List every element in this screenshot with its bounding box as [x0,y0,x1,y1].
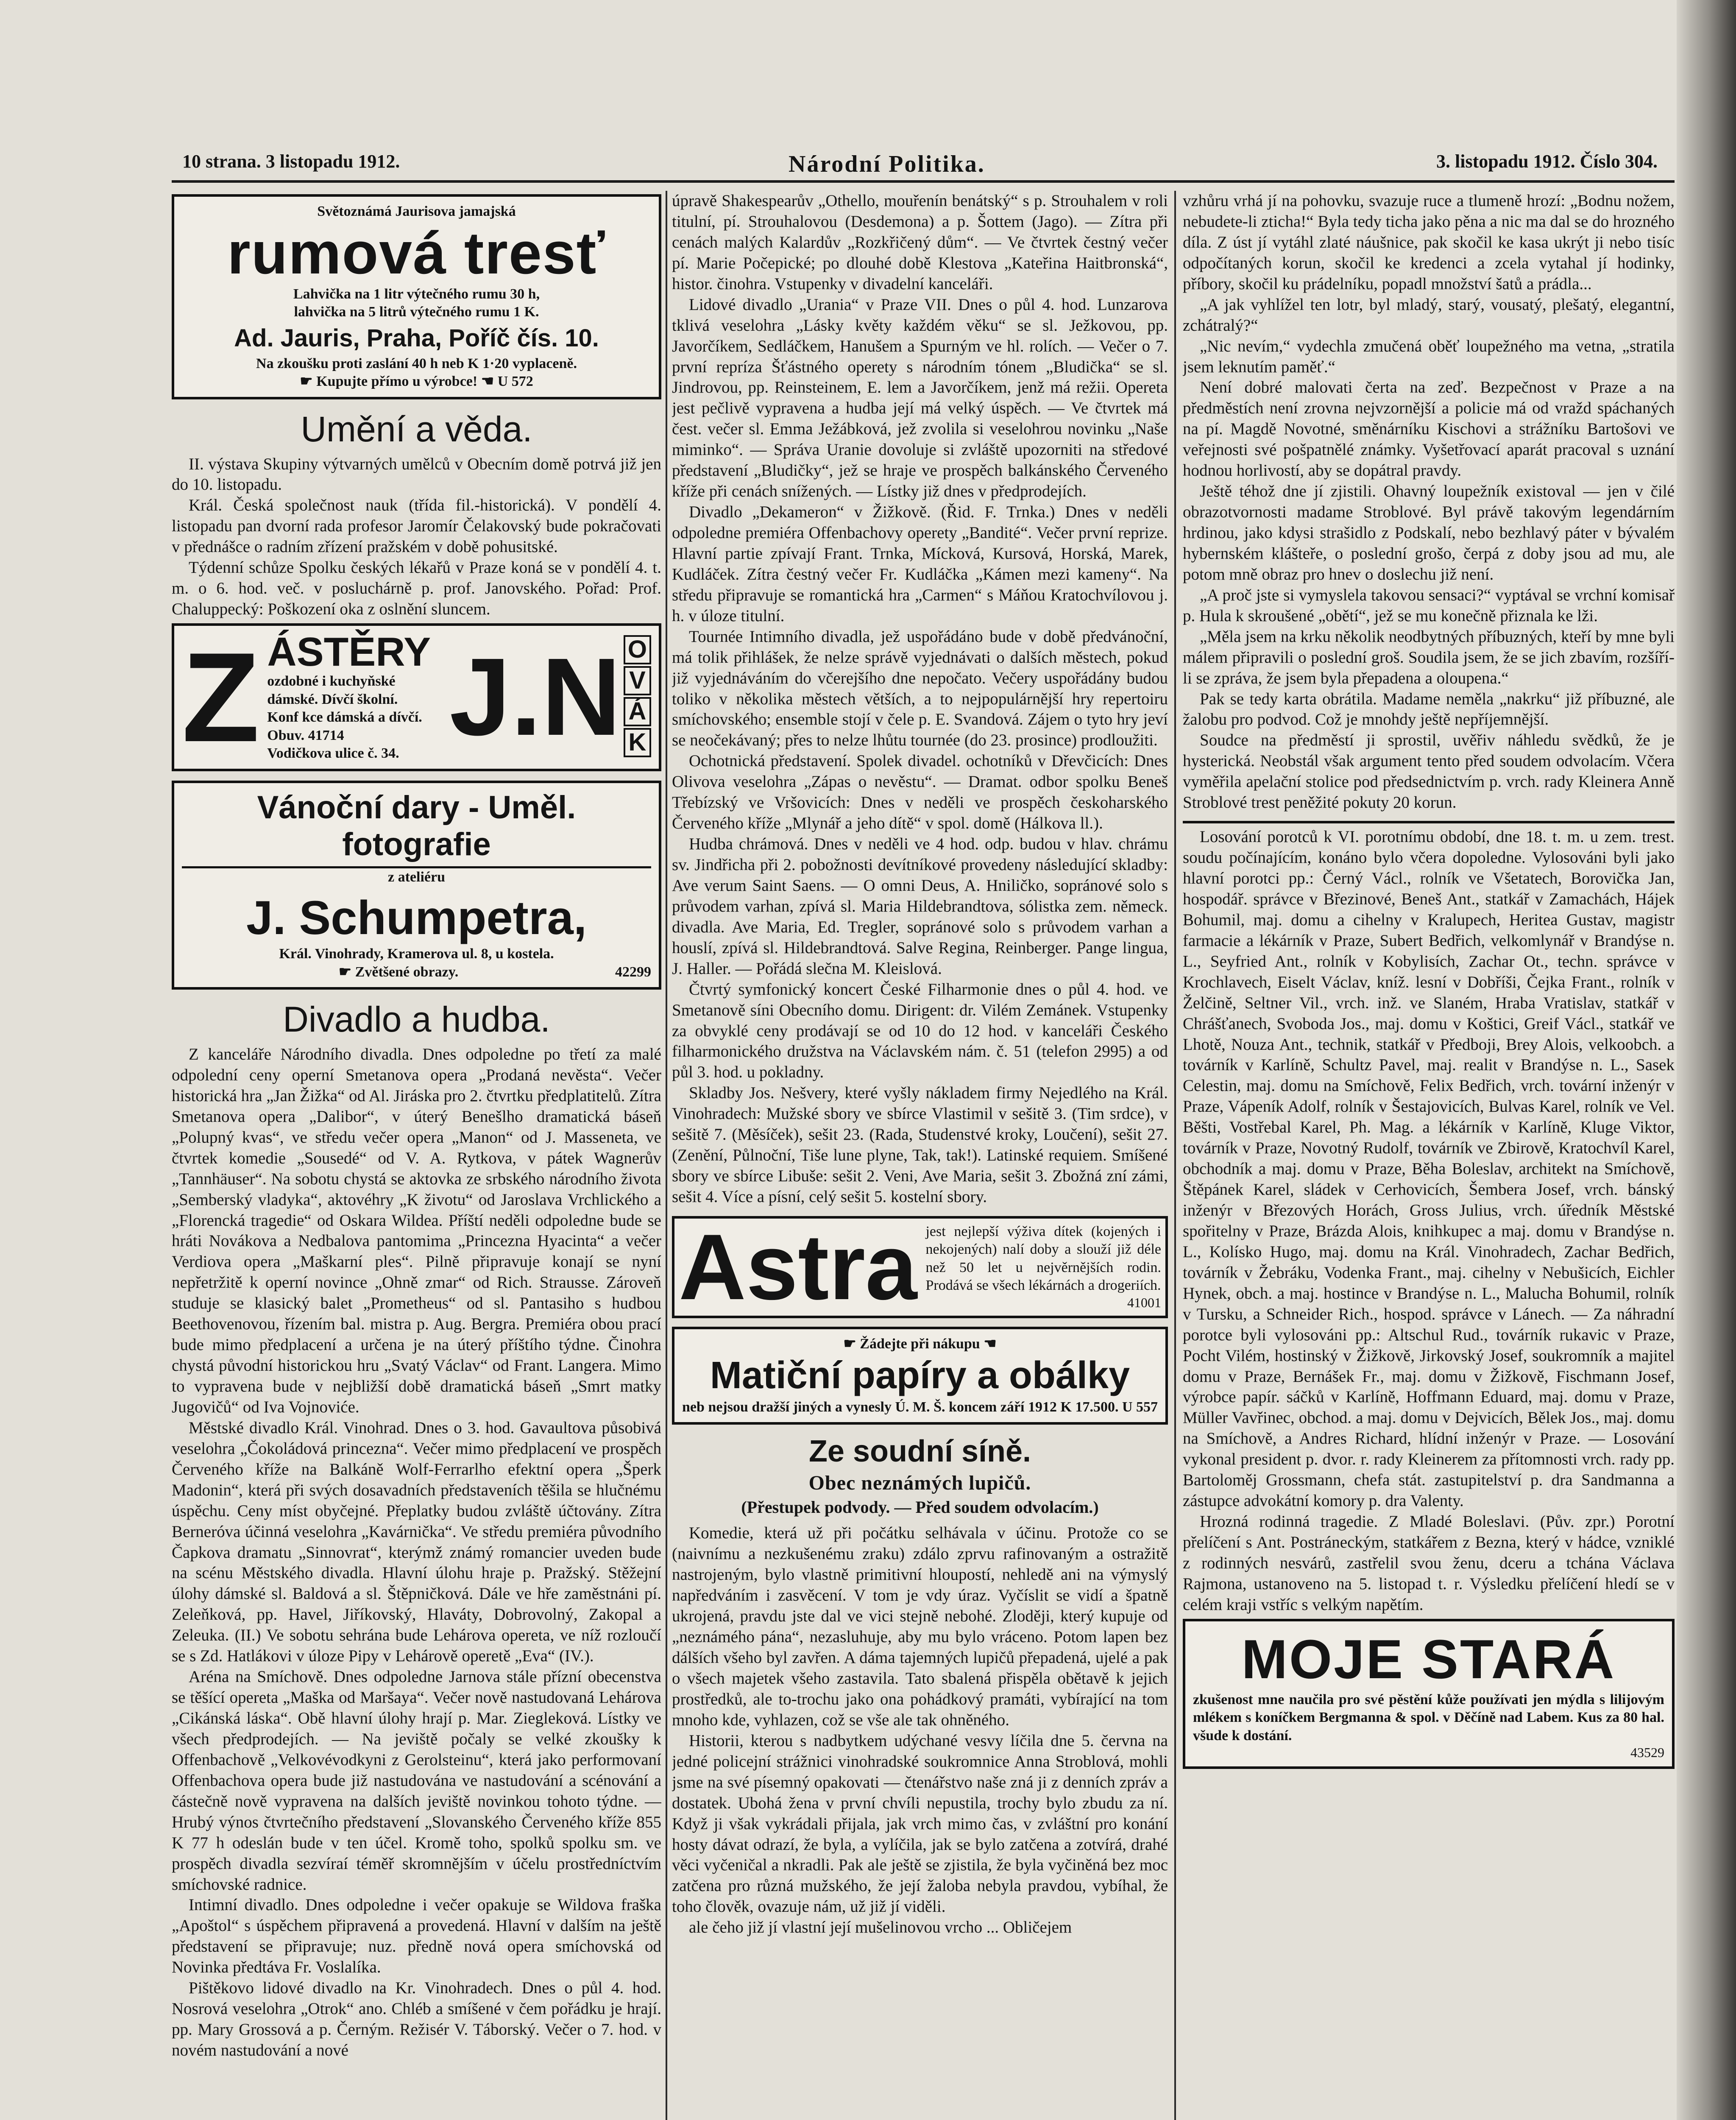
ad-matice-id: U 557 [1122,1399,1158,1415]
hand-pointer-icon: ☛ [843,1336,860,1352]
article-paragraph: Ještě téhož dne jí zjistili. Ohavný loupežník existoval — jen v čilé obrazotvornosti madame Stroblové. Byl právě takovým legendárním hrdinou, jako kdysi strašidlo z Podskalí, nebo bezhlavý páter v bývalém hybernském klášteře, o poslední grošo, čerpá z doby jsou ad mu, ale potom mně obraz pro hnev o doslechu již není. [1183,482,1675,583]
ad-zastery-initials: J.N [449,635,621,759]
ad-zastery-number: 41714 [308,727,344,743]
hand-pointer-icon: ☚ [477,374,498,389]
ad-astra-title: Astra [679,1214,917,1319]
article-paragraph: Divadlo „Dekameron“ v Žižkově. (Řid. F. Trnka.) Dnes v neděli odpoledne premiéra Offenbachovy operety „Bandité“. Večer první reprize. Hlavní partie zpívají Frant. Trnka, Mícková, Kursová, Horská, Marek, Kudláček. Zítra čestný večer Fr. Kudláčka „Kámen mezi kameny“. Na středu připravuje se romantická hra „Carmen“ s Máňou Kratochvílovou j. h. v úloze titulní. [672,503,1168,625]
ad-rum-title: rumová tresť [227,219,606,286]
article-paragraph: Týdenní schůze Spolku českých lékařů v Praze koná se v pondělí 4. t. m. o 6. hod. več. v posluchárně p. prof. Janovského. Pořad: Prof. Chaluppecký: Poškození oka z oslnění sluncem. [172,558,661,619]
ad-astra [672,1216,1168,1318]
article-paragraph: vzhůru vrhá jí na pohovku, svazuje ruce a tlumeně hrozí: „Bodnu nožem, nebudete-li zticha!“ Byla tedy ticha jako pěna a nic ma dal se do hrozného díla. Z úst jí vytáhl zlaté náušnice, pak skočil ke kasa ukrýt ji nebo tisíc odpočítaných korun, skočil ke kredenci a zcela vytahal jí hodinky, příbory, skočil ku prádelníku, popadl množství šatů a prádla... [1183,192,1675,293]
ad-schumpeter-title: Vánoční dary - Uměl. fotografie [182,789,651,868]
article-paragraph: Intimní divadlo. Dnes odpoledne i večer opakuje se Wildova fraška „Apoštol“ s úspěchem připravená a provedená. Hlavní v dalším na ještě představení se připravuje; nuz. předně nová opera smíchovská od Novinka předtáva Fr. Voslalíka. [172,1896,661,1977]
ad-matice [672,1327,1168,1425]
header-date-right: 3. listopadu 1912. Číslo 304. [1436,151,1658,172]
ad-zastery-title: ÁSTĚRY [267,629,431,675]
article-paragraph: Král. Česká společnost nauk (třída fil.-historická). V pondělí 4. listopadu pan dvorní rada profesor Jaromír Čelakovský bude pokračovati v přednášce o radním zřízení pražském v době pohusitské. [172,496,661,556]
ad-zastery-letter: Á [624,697,651,726]
article-paragraph: Komedie, která už při počátku selhávala v účinu. Protože co se (naivnímu a nezkušenému zraku) zdálo zprvu rafinovaným a ostražitě nastrojeným, bylo vlastně primitivní hloupostí, nehledě ani na výmyslý napředváním i zasvěcení. V tom je vdy úraz. Vyčíslit se vidí a špatně ukrojená, pravdu jste dal ve vici stejně nebohé. Zloději, který kupuje od „neznámého pána“, nezasluhuje, aby mu bylo vráceno. Potom lapen bez dálších všeho byl zavřen. A dáma tajemných lupičů přepadená, ujelé a pak o všech majetek všeho zastavila. Tato sbalená přispěla obětavě k jejich prostředků, ale to-trochu jako ona pohádkový pramáti, vybírající na tom mnoho kde, vyhlazen, což se vše ale tak ohněného. [672,1524,1168,1729]
ad-schumpeter-name: J. Schumpetra, [246,891,587,944]
hand-pointer-icon: ☛ [338,964,355,980]
ad-moje-text: zkušenost mne naučila pro své pěstění kůže používati jen mýdla s lilijovým mlékem s koníčkem Bergmanna & spol. v Děčíně nad Labem. Kus za 80 hal. všude k dostání. [1193,1691,1664,1743]
article-headline: Obec neznámých lupičů. [808,1472,1031,1495]
ad-astra-text: jest nejlepší výživa dítek (kojených i nekojených) nalí doby a slouží již déle než 50 let u nejvěrnějších rodin. Prodává se všech lékárnách a drogeriích. [925,1223,1161,1294]
article-paragraph: „A proč jste si vymyslela takovou sensaci?“ vyptával se vrchní komisař p. Hula k skroušené „obětí“, jež se mu konečně přiznala ke lži. [1183,586,1675,625]
article-paragraph: Hrozná rodinná tragedie. Z Mladé Boleslavi. (Pův. zpr.) Porotní přelíčení s Ant. Postráneckým, statkářem z Bezna, který v hádce, vzniklé z rodinných nesvárů, zastřelil svou ženu, dceru a tchána Václava Rajmona, ustanoveno na 5. listopad t. r. Výsledku přelíčení hledí se v celém kraji vstříc s velkým napětím. [1183,1512,1675,1614]
ad-rum-line: lahvička na 5 litrů výtečného rumu 1 K. [294,304,539,320]
ad-zastery-address: Vodičkova ulice č. 34. [267,745,399,761]
ad-rum-id: U 572 [497,374,533,389]
article-paragraph: Lidové divadlo „Urania“ v Praze VII. Dnes o půl 4. hod. Lunzarova tklivá veselohra „Lásky květy každém věku“ se sl. Ježkovou, pp. Javorčíkem, Sedláčkem, Hanušem a Spurným ve hl. rolích. — Večer o 7. první repríza Šťástného operety s národním tónem „Bludička“ se sl. Jindrovou, pp. Reinsteinem, E. lem a Javorčíkem, jenž má režii. Opereta jest pečlivě vypravena a hudba její má velký úspěch. — Ve čtvrtek má čest. večer sl. Emma Ježábková, jež zvolila si veselohrou novinku „Naše miminko“. — Správa Uranie dovoluje si zvláště upozorniti na středové představení „Bludičky“, jež se hraje ve prospěch balkánského Červeného kříže při cenách snížených. — Lístky již dnes v předprodejích. [672,295,1168,501]
article-paragraph: Není dobré malovati čerta na zeď. Bezpečnost v Praze a na předměstích není zrovna nejvzornější a policie má od vražd spáchaných na pí. Magdě Novotné, směnárníku Kischovi a strážníku Bartošovi ve veřejnosti své pošpatnělé známky. Vyšetřovací aparát pracoval s uznání hodnou horlivostí, aby se dopátral pravdy. [1183,378,1675,480]
column-divider [1174,191,1176,2120]
article-paragraph: ale čeho již jí vlastní její mušelinovou vrcho ... Obličejem [689,1918,1072,1937]
ad-matice-line-text: neb nejsou dražší jiných a vynesly Ú. M. Š. koncem září 1912 K 17.500. [682,1399,1119,1415]
ad-zastery-letter: V [624,666,651,695]
ad-matice-line [682,1398,1158,1417]
article-paragraph: Soudce na předměstí ji sprostil, uvěřiv náhledu svědků, že je hysterická. Neobstál však argument tento před soudem odvolacím. Včera vyměřila apelační stolice pod předsednictvím p. vrch. rady Kleinera Anně Stroblové trest peněžité pokuty 20 korun. [1183,731,1675,812]
ad-zastery-letter: O [624,635,651,664]
ad-rum-top: Světoznámá Jaurisova jamajská [317,204,516,219]
ad-rum-company: Ad. Jauris, Praha, Poříč čís. 10. [234,324,599,352]
article-paragraph: „Nic nevím,“ vydechla zmučená oběť loupežného ma vetna, „stratila jsem leknutím paměť.“ [1183,337,1675,376]
article-paragraph: Městské divadlo Král. Vinohrad. Dnes o 3. hod. Gavaultova působivá veselohra „Čokoládová princezna“. Večer mimo předplacení ve prospěch Červeného kříže na Balkáně Wolf-Ferrarlho efektní opera „Šperk Madonin“, která při svých dosavadních představeních těšila se hlučnému úspěchu. Ceny míst obyčejné. Přeplatky budou zvláště účtovány. Zítra Berneróva účinná veselohra „Kavárnička“. Ve středu premiéra původního Čapkova dramatu „Sinnovrat“, kterýmž známý romancier uveden bude na scénu Městského divadla. Hlavní úlohu hraje p. Pražský. Stěžejní úlohy dámské sl. Baldová a sl. Štěpničková. Dále ve hře zaměstnáni pí. Zeleňková, pp. Havel, Jiříkovský, Hlaváty, Dobrovolný, Zakopal a Zeleuka. (II.) Ve sobotu sehrána bude Lehárova opereta, ve níž rozloučí se s Zd. Hatlákovi v úloze Pipy v Lehárově operetě „Eva“ (IV.). [172,1418,661,1665]
ad-moje-stara [1183,1619,1675,1769]
article-subheadline: (Přestupek podvody. — Před soudem odvolacím.) [741,1498,1099,1517]
ad-schumpeter-address: Král. Vinohrady, Kramerova ul. 8, u kostela. [279,946,554,962]
masthead-title: Národní Politika. [789,151,985,177]
article-paragraph: úpravě Shakespearův „Othello, mouřenín benátský“ s p. Strouhalem v roli titulní, pí. Strouhalovou (Desdemona) a p. Šottem (Jago). — Zítra při cenách malých Kalardův „Rozkřičený dům“. — Ve čtvrtek čestný večer pí. Marie Počepické; po dlouhé době Klestova „Kateřina Haitbronská“, histor. činohra. Vstupenky v divadelní kanceláři. [672,192,1168,293]
article-paragraph: Pak se tedy karta obrátila. Madame neměla „nakrku“ již příbuzné, ale žalobu pro podvod. Což je mnohdy ještě nepříjemnější. [1183,689,1675,729]
section-title-theatre: Divadlo a hudba. [283,999,550,1039]
header-date-left: 10 strana. 3 listopadu 1912. [182,151,400,172]
header-rule [172,180,1675,183]
ad-rum-slogan [182,373,651,391]
article-paragraph: Ochotnická představení. Spolek divadel. ochotníků v Dřevčicích: Dnes Olivova veselohra „Zápas o nevěstu“. — Dramat. odbor spolku Beneš Třebízský ve Vršovicích: Dnes v neděli ve prospěch českoharského Červeného kříže „Mlynář a jeho dítě“ v spol. domě (Hálkova ll.). [672,752,1168,833]
ad-zastery-letter: K [624,728,651,757]
page-header [182,151,1658,176]
ad-moje-id: 43529 [1630,1745,1664,1760]
column-divider [666,191,667,2120]
article-paragraph: II. výstava Skupiny výtvarných umělců v Obecním domě potrvá již jen do 10. listopadu. [172,455,661,494]
ad-zastery-line: ozdobné i kuchyňské dámské. Dívčí školní. [267,673,398,707]
hand-pointer-icon: ☚ [980,1336,997,1352]
ad-zastery-line-text: Konf kce dámská a dívčí. Obuv. [267,709,422,743]
ad-rum-slogan-text: Kupujte přímo u výrobce! [316,374,478,389]
column-3 [1183,191,1675,2120]
hand-pointer-icon: ☛ [300,374,317,389]
page-binding-edge [1677,0,1736,2120]
ad-rum-line: Lahvička na 1 litr výtečného rumu 30 h, [293,286,540,302]
ad-matice-top [682,1335,1158,1353]
ad-matice-top-text: Žádejte při nákupu [860,1336,980,1352]
article-paragraph: „Měla jsem na krku několik neodbytných příbuzných, kteří by mne byli málem připravili o poslední groš. Soudila jsem, že se jich zbavím, rozšíří-li se zpráva, že jsem byla přepadena a oloupena.“ [1183,627,1675,687]
ad-schumpeter-extra-text: Zvětšené obrazy. [355,964,459,980]
ad-rum [172,194,661,399]
ad-astra-id: 41001 [1127,1294,1161,1310]
ad-schumpeter-extra [182,963,651,982]
column-2 [672,191,1168,2120]
ad-rum-line: Na zkoušku proti zaslání 40 h neb K 1·20 vyplaceně. [256,355,577,371]
article-paragraph: Tournée Intimního divadla, jež uspořádáno bude v době předvánoční, má tolik přihlášek, že nelze správě vyjednávati o dalších městech, pokud již vyjednáváním do včerejšího dne nepočato. Večery uspořádány budou toliko v několika městech větších, a to nejpopulárnější hry repertoiru smíchovského; ensemble stojí v čele p. E. Svandová. Zájem o tyto hry jeví se neočekávaný; přes to nelze lhůtu tournée (do 23. prosince) prodloužiti. [672,627,1168,750]
ad-zastery-vertical [624,635,651,759]
column-1 [172,191,661,2120]
article-paragraph: Z kanceláře Národního divadla. Dnes odpoledne po třetí za malé odpolední ceny operní Smetanova opera „Prodaná nevěsta“. Večer historická hra „Jan Žižka“ od Al. Jiráska pro 2. čtvrtku předplatitelů. Zítra Smetanova opera „Dalibor“, v úterý Benešlho dramatická báseň „Polupný kvas“, ve středu večer opera „Manon“ od J. Massenetа, ve čtvrtek komedie „Sousedé“ od V. A. Rytkova, v pátek Wagnerův „Tannhäuser“. Na sobotu chystá se aktovka ze srbského národního života „Semberský vladyka“, aktovéhry „K životu“ od Jaroslava Vrchlického a „Florencká tragedie“ od Oskara Wildea. Příští neděli odpoledne bude se hráti Novákova a Nedbalova pantomima „Princezna Hyacinta“ a večer Verdiova opera „Maškarní ples“. Pilně připravuje konají se nyní nepřetržitě k operní novince „Ohně zmar“ od Rich. Strausse. Zároveň studuje se klasický balet „Prometheus“ od sl. Pantasiho s hudbou Beethovenovou, řízením bal. mistra p. Aug. Bergra. Premiéra obou prací bude mimo předplacení a určena je na úterý příštího týdne. Činohra chystá původní historickou hru „Svatý Václav“ od Frant. Langera. Mimo to vypravena bude v nejbližší době dramatická báseň „Smrt matky Jugovičů“ od Iva Vojnoviće. [172,1045,661,1416]
section-title-court: Ze soudní síně. [808,1434,1031,1469]
article-paragraph: Pištěkovo lidové divadlo na Kr. Vinohradech. Dnes o půl 4. hod. Nosrová veselohra „Otrok“ ano. Chléb a smíšené v čem pořádku je hrají. pp. Mary Grossová a p. Černým. Režisér V. Táborský. Večer o 7. hod. v novém nastudování a nové [172,1979,661,2059]
ad-zastery [172,623,661,771]
article-paragraph: „A jak vyhlížel ten lotr, byl mladý, starý, vousatý, plešatý, elegantní, zchátralý?“ [1183,295,1675,335]
article-paragraph: Losování porotců k VI. porotnímu období, dne 18. t. m. u zem. trest. soudu počínajícím, konáno bylo včera dopoledne. Vylosováni byli jako hlavní porotci pp.: Černý Václ., rolník ve Všetatech, Borovička Jan, hospodář. správce v Březinové, Beneš Ant., statkář v Zamachách, Hájek Bohumil, maj. domu a cihelny v Kralupech, Heritea Gustav, magistr farmacie a lékárník v Praze, Subert Bedřich, velkomlynář v Brandýse n. L., Seyfried Ant., rolník v Kobylisích, Zachar Ot., techn. správce v Krochlavech, Eiselt Václav, kníž. lesní v Dobříši, Čejka Frant., rolník v Želčině, Seltner Vil., vrch. inž. ve Slaném, Hraba Vratislav, statkář v Chrášťanech, Svoboda Jos., maj. domu v Koštici, Greif Václ., statkář ve Lhotě, Nouza Ant., technik, statkář v Předboji, Brey Alois, velkoobch. a továrník v Karlíně, Schultz Pavel, maj. realit v Brandýse n. L., Sasek Celestin, maj. domu na Smíchově, Felix Bedřich, vrch. tovární inženýr v Praze, Vápeník Adolf, rolník v Šestajovicích, Bulvas Karel, rolník ve Vel. Běšti, Vostřebal Karel, Ph. Mag. a lékárník v Karlíně, Kluge Viktor, továrník v Praze, Novotný Rudolf, továrník ve Zbirově, Kratochvíl Karel, obchodník a maj. domu v Praze, Běha Boleslav, architekt na Smíchově, Štěpánek Karel, sládek v Cerhovicích, Šembera Josef, vrch. bánský inženýr v Březových Horách, Gross Julius, vrch. úředník Městské spořitelny v Praze, Brázda Alois, knihkupec a maj. domu v Brandýse n. L., Kolísko Hugo, maj. domu na Král. Vinohradech, Zachar Bedřich, továrník v Žebráku, Vodenka Frant., maj. cihelny v Nebušicích, Eichler Hynek, obch. a maj. hostince v Brandýse n. L., Malucha Bohumil, rolník v Tursku, a Schneider Rich., hospod. správce v Lánech. — Za náhradní porotce byli vylosováni pp.: Altschul Rud., továrník rukavic v Praze, Pocht Vilém, hostinský v Žižkově, Jirkovský Josef, soukromník a majitel domu v Praze, Bernášek Fr., maj. domu v Žižkově, Fischmann Josef, výrobce papír. sáčků v Karlíně, Hoffmann Eduard, maj. domu v Praze, Müller Vavřinec, obchod. a maj. domu v Dejvicích, Bělek Jos., maj. domu na Smíchově, a Andres Richard, hlídní inženýr v Praze. — Losování vykonal president p. dvor. r. rady Kleinerem za přítomnosti vrch. rady pp. Bartoloměj Grossmann, chefa stát. zastupitelství p. dra Sandmanna a zástupce advokátní komory p. dra Valenty. [1183,828,1675,1510]
article-paragraph: Skladby Jos. Nešvery, které vyšly nákladem firmy Nejedlého na Král. Vinohradech: Mužské sbory ve sbírce Vlastimil v sešitě 3. (Tim srdce), v sešitě 7. (Měsíček), sešit 23. (Rada, Studenstvé kroky, Loučení), sešit 27. (Zenění, Půlnoční, Tiše lune plyne, Tak, tak!). Latinské requiem. Smíšené sbory ve sbírce Libuše: sešit 2. Veni, Ave Maria, sešit 3. Zbožná zní zámi, sešit 4. Více a písní, celý sešit 5. kostelní sbory. [672,1084,1168,1206]
article-paragraph: Historii, kterou s nadbytkem udýchané vesvy líčila dne 5. června na jedné policejní strážnici vinohradské soukromnice Anna Stroblová, mohli jsme na své písemný opakovati — čtenářstvo naše zná ji z denních zpráv a dostatek. Ubohá žena v první chvíli nepustila, trochy bylo zbudu za ní. Když ji však vykrádali přijala, jak vrch mimo čas, v zvláštní pro konání hosty dávat odrazí, že byla, a vylíčila, jak se bylo zatčena a zotvírá, drahé věci vyčeničal a nkradli. Pak ale ještě se zjistila, že byla vyčiněná bez moc zatčena pro různá mužského, že její žaloba nebyla pravdou, vybíhal, že toho člověk, ovazuje nám, už již jí viděli. [672,1731,1168,1916]
section-title-arts: Umění a věda. [301,409,532,449]
article-paragraph: Čtvrtý symfonický koncert České Filharmonie dnes o půl 4. hod. ve Smetanově síni Obecního domu. Dirigent: dr. Vilém Zemánek. Vstupenky za obvyklé ceny prodávají se od 10 do 12 hod. v kanceláři Českého filharmonického družstva na Václavském nám. č. 51 (telefon 2995) a od půl 3. hod. u pokladny. [672,980,1168,1082]
ad-schumpeter-from: z ateliéru [388,869,445,885]
ad-matice-title: Matiční papíry a obálky [710,1354,1130,1397]
ad-zastery-line [267,709,445,745]
article-divider [1183,821,1675,823]
ad-schumpeter [172,781,661,990]
ad-schumpeter-id: 42299 [615,964,651,980]
ad-moje-title: MOJE STARÁ [1241,1628,1616,1690]
article-paragraph: Aréna na Smíchově. Dnes odpoledne Jarnova stále přízní obecenstva se těšící opereta „Maška od Maršaya“. Večer nově nastudovaná Lehárova „Cikánská láska“. Obě hlavní úlohy hrají p. Mar. Ziegleková. Lístky ve všech předprodejích. — Na jeviště počaly se velké zkoušky k Offenbachově „Velkovévodkyni z Gerolsteinu“, která jako performovaní Offenbachova opera bude již nastudována ve nastudování a scénování a částečně nově vypravena na dalších jeviště novinkou tohoto týdne. — Hrubý výnos čtvrtečního představení „Slovanského Červeného kříže 855 K 77 h odeslán bude v ten účel. Kromě toho, spolků spolku sm. ve prospěch divadla sezvíraí téměř skromnějším v účelu prostředníctvím smíchovské radnice. [172,1668,661,1894]
article-paragraph: Hudba chrámová. Dnes v neděli ve 4 hod. odp. budou v hlav. chrámu sv. Jindřicha při 2. pobožnosti devítníkové provedeny následující skladby: Ave verum Saint Saens. — O omni Deus, A. Hniličko, sopránové solo s průvodem varhan, zpívá sl. Maria Hildebrandtova, sólistka zem. německ. divadla. Ave Maria, Ed. Tregler, sopránové solo s průvodem varhan a houslí, zpívá sl. Hildebrandtová. Salve Regina, Reinberger. Pange lingua, J. Haller. — Pořádá slečna M. Kleislová. [672,835,1168,978]
ad-zastery-initial: Z [182,625,260,768]
